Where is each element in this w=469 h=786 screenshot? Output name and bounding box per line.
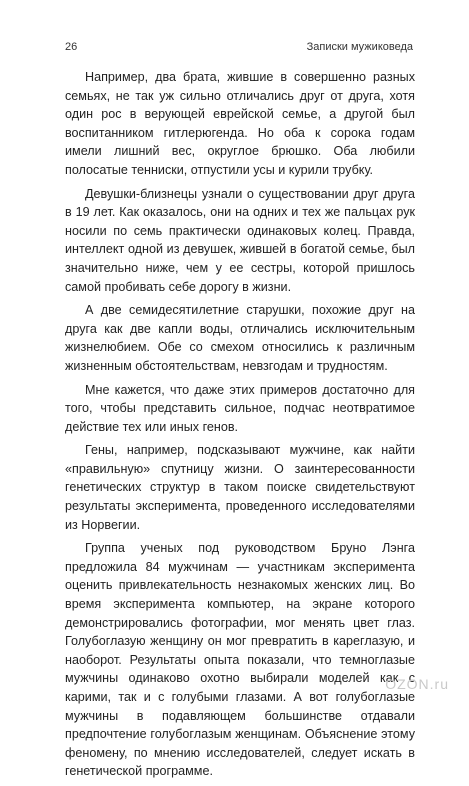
paragraph: Мне кажется, что даже этих примеров достаточно для того, чтобы представить сильное, подчас неотвратимое действие тех или иных генов. [65,382,415,434]
paragraph: Девушки-близнецы узнали о существовании друг друга в 19 лет. Как оказалось, они на одних и тех же пальцах рук носили по семь практически одинаковых колец. Правда, интеллект одной из девушек, жившей в богатой семье, был значительно ниже, чем у ее сестры, которой пришлось самой пробивать себе дорогу в жизни. [65,186,415,294]
running-title: Записки мужиковеда [306,41,413,53]
paragraph: Группа ученых под руководством Бруно Лэнга предложила 84 мужчинам — участникам эксперимента оценить привлекательность незнакомых женских лиц. Во время эксперимента компьютер, на экране которого демонстрировались фотографии, мог менять цвет глаз. Голубоглазую женщину он мог превратить в кареглазую, и наоборот. Результаты опыта показали, что темноглазые мужчины одинаково охотно выбирали моделей как с карими, так и с голубыми глазами. А вот голубоглазые мужчины в подавляющем большинстве отдавали предпочтение голубоглазым женщинам. Объяснение этому феномену, по мнению исследователей, следует искать в генетической программе. [65,541,415,779]
paragraph: Гены, например, подсказывают мужчине, как найти «правильную» спутницу жизни. О заинтересованности генетических структур в таком поиске свидетельствуют результаты эксперимента, проведенного исследователями из Норвегии. [65,443,415,532]
page-number: 26 [65,41,78,53]
body-text [65,68,415,786]
paragraph: Например, два брата, жившие в совершенно разных семьях, не так уж сильно отличались друг от друга, хотя один рос в верующей еврейской семье, а другой был воспитанником гитлерюгенда. Но оба к сорока годам имели лишний вес, округлое брюшко. Оба любили полосатые тенниски, отпустили усы и курили трубку. [65,70,415,177]
paragraph: А две семидесятилетние старушки, похожие друг на друга как две капли воды, отличались исключительным жизнелюбием. Обе со смехом относились к различным жизненным обстоятельствам, невзгодам и трудностям. [65,303,415,373]
page-header [65,41,413,53]
watermark: OZON.ru [385,676,449,692]
